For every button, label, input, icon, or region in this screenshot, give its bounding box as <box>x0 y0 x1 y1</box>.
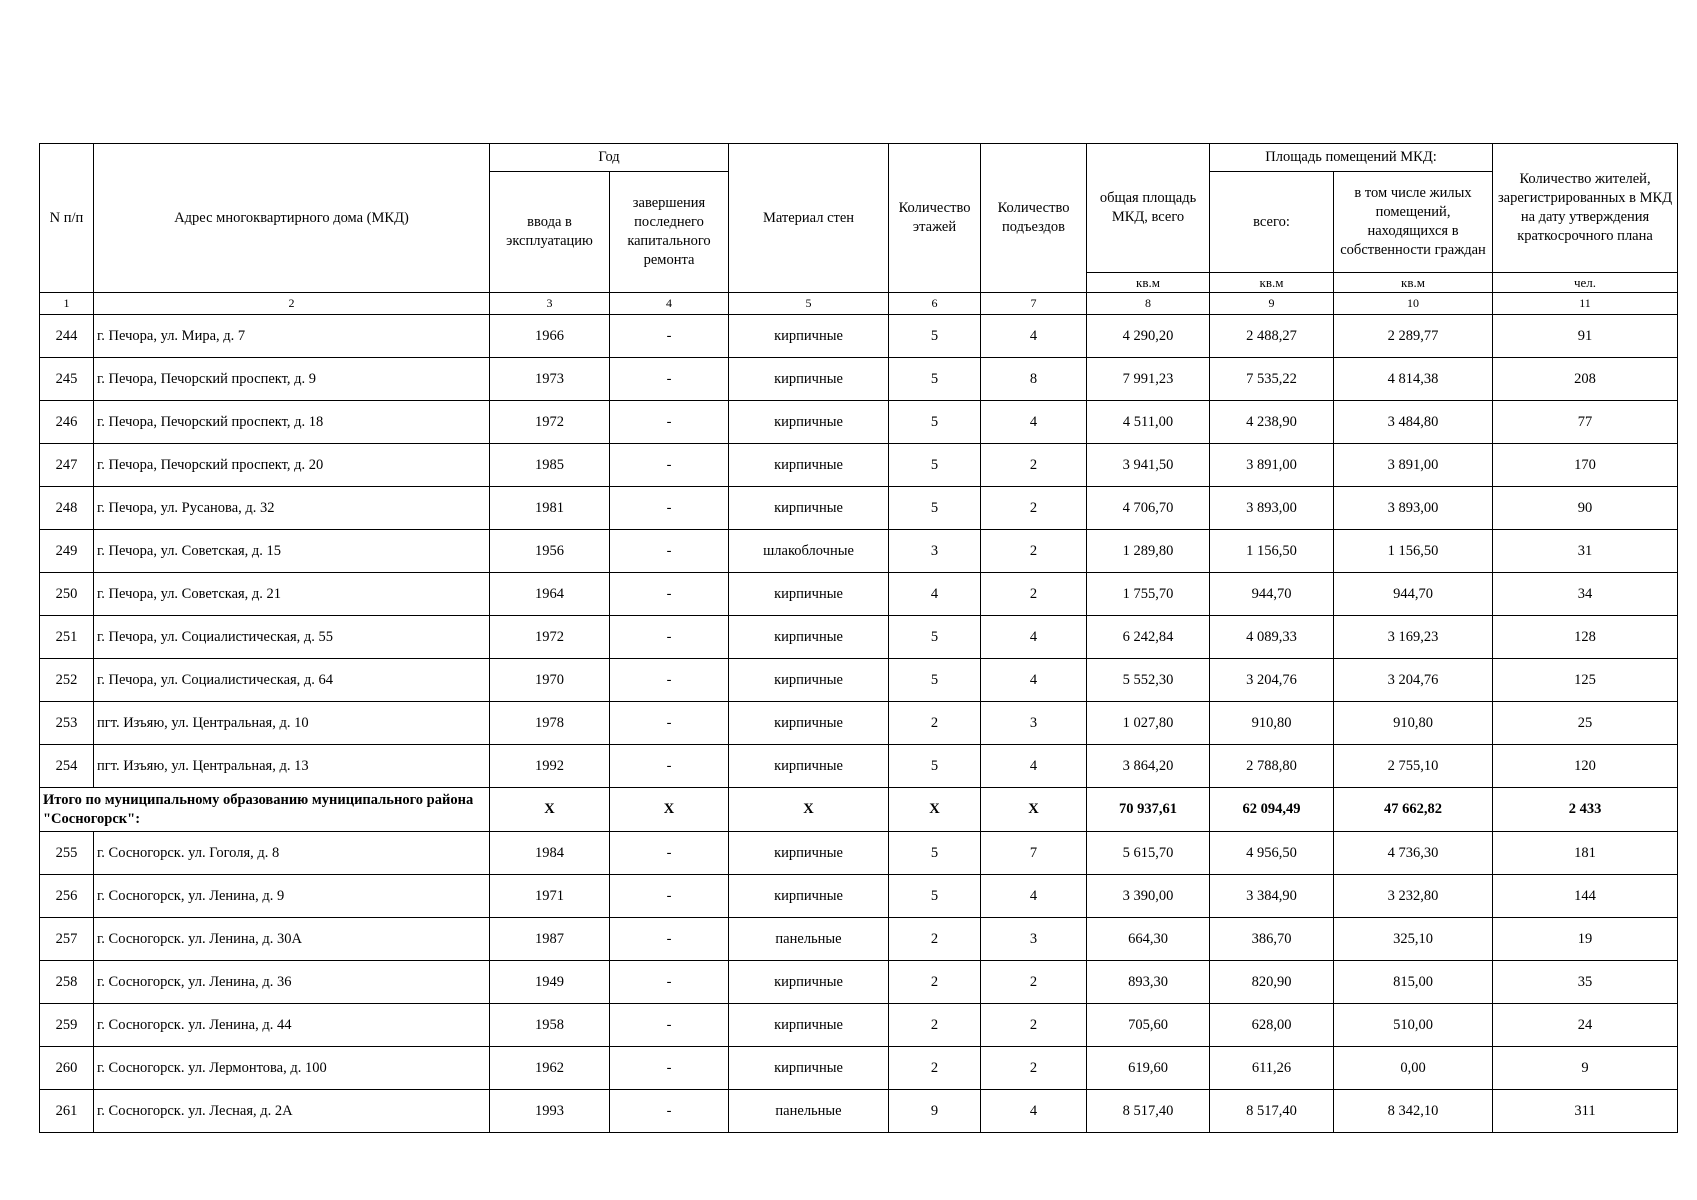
residents-count: 34 <box>1493 573 1678 616</box>
row-number: 244 <box>40 315 94 358</box>
header-residents: Количество жителей, зарегистрированных в МКД на дату утверждения краткосрочного плана <box>1493 144 1678 273</box>
commissioning-year: 1972 <box>490 401 610 444</box>
wall-material: кирпичные <box>729 444 889 487</box>
entrances-count: 4 <box>981 315 1087 358</box>
row-number: 245 <box>40 358 94 401</box>
total-area: 893,30 <box>1087 961 1210 1004</box>
floors-count: 5 <box>889 745 981 788</box>
building-address: г. Сосногорск. ул. Гоголя, д. 8 <box>94 832 490 875</box>
commissioning-year: 1958 <box>490 1004 610 1047</box>
building-address: г. Сосногорск, ул. Ленина, д. 36 <box>94 961 490 1004</box>
floors-count: 5 <box>889 832 981 875</box>
floors-count: 2 <box>889 1047 981 1090</box>
floors-count: 9 <box>889 1090 981 1133</box>
floors-count: 5 <box>889 358 981 401</box>
table-row <box>40 573 1678 616</box>
entrances-count: 2 <box>981 530 1087 573</box>
owned-area: 8 342,10 <box>1334 1090 1493 1133</box>
column-numbers-row <box>40 293 1678 315</box>
building-address: г. Печора, Печорский проспект, д. 9 <box>94 358 490 401</box>
table-row <box>40 315 1678 358</box>
wall-material: кирпичные <box>729 315 889 358</box>
owned-area: 3 484,80 <box>1334 401 1493 444</box>
wall-material: панельные <box>729 918 889 961</box>
table-row <box>40 401 1678 444</box>
floors-count: 5 <box>889 401 981 444</box>
floors-count: 5 <box>889 444 981 487</box>
total-area: 1 027,80 <box>1087 702 1210 745</box>
residents-count: 170 <box>1493 444 1678 487</box>
column-number: 8 <box>1087 293 1210 315</box>
floors-count: 5 <box>889 616 981 659</box>
premises-area: 944,70 <box>1210 573 1334 616</box>
total-area: 6 242,84 <box>1087 616 1210 659</box>
owned-area: 2 289,77 <box>1334 315 1493 358</box>
table-row <box>40 659 1678 702</box>
owned-area: 3 891,00 <box>1334 444 1493 487</box>
residents-count: 9 <box>1493 1047 1678 1090</box>
owned-area: 0,00 <box>1334 1047 1493 1090</box>
floors-count: 5 <box>889 875 981 918</box>
entrances-count: 2 <box>981 1047 1087 1090</box>
column-number: 2 <box>94 293 490 315</box>
owned-area: 815,00 <box>1334 961 1493 1004</box>
commissioning-year: 1992 <box>490 745 610 788</box>
last-repair-year: - <box>610 358 729 401</box>
unit-residents: чел. <box>1493 273 1678 293</box>
column-number: 9 <box>1210 293 1334 315</box>
last-repair-year: - <box>610 832 729 875</box>
last-repair-year: - <box>610 1090 729 1133</box>
floors-count: 3 <box>889 530 981 573</box>
wall-material: кирпичные <box>729 659 889 702</box>
row-number: 255 <box>40 832 94 875</box>
owned-area: 325,10 <box>1334 918 1493 961</box>
total-residents: 2 433 <box>1493 788 1678 832</box>
total-floors: X <box>889 788 981 832</box>
total-total-area: 70 937,61 <box>1087 788 1210 832</box>
row-number: 247 <box>40 444 94 487</box>
last-repair-year: - <box>610 659 729 702</box>
table-row <box>40 745 1678 788</box>
premises-area: 3 893,00 <box>1210 487 1334 530</box>
row-number: 258 <box>40 961 94 1004</box>
wall-material: панельные <box>729 1090 889 1133</box>
premises-area: 2 488,27 <box>1210 315 1334 358</box>
header-address: Адрес многоквартирного дома (МКД) <box>94 144 490 293</box>
residents-count: 208 <box>1493 358 1678 401</box>
total-area: 1 755,70 <box>1087 573 1210 616</box>
premises-area: 8 517,40 <box>1210 1090 1334 1133</box>
row-number: 260 <box>40 1047 94 1090</box>
owned-area: 4 736,30 <box>1334 832 1493 875</box>
entrances-count: 2 <box>981 444 1087 487</box>
entrances-count: 8 <box>981 358 1087 401</box>
header-total-area: общая площадь МКД, всего <box>1087 144 1210 273</box>
residents-count: 35 <box>1493 961 1678 1004</box>
entrances-count: 4 <box>981 401 1087 444</box>
wall-material: кирпичные <box>729 573 889 616</box>
residents-count: 144 <box>1493 875 1678 918</box>
total-owned: 47 662,82 <box>1334 788 1493 832</box>
building-address: г. Сосногорск. ул. Лесная, д. 2А <box>94 1090 490 1133</box>
residents-count: 128 <box>1493 616 1678 659</box>
total-premises: 62 094,49 <box>1210 788 1334 832</box>
table-row <box>40 1090 1678 1133</box>
table-row <box>40 358 1678 401</box>
commissioning-year: 1993 <box>490 1090 610 1133</box>
commissioning-year: 1971 <box>490 875 610 918</box>
residents-count: 120 <box>1493 745 1678 788</box>
commissioning-year: 1978 <box>490 702 610 745</box>
total-area: 3 864,20 <box>1087 745 1210 788</box>
building-address: пгт. Изъяю, ул. Центральная, д. 10 <box>94 702 490 745</box>
wall-material: кирпичные <box>729 702 889 745</box>
total-area: 619,60 <box>1087 1047 1210 1090</box>
residents-count: 25 <box>1493 702 1678 745</box>
last-repair-year: - <box>610 573 729 616</box>
unit-premises-owned: кв.м <box>1334 273 1493 293</box>
residents-count: 77 <box>1493 401 1678 444</box>
premises-area: 7 535,22 <box>1210 358 1334 401</box>
premises-area: 910,80 <box>1210 702 1334 745</box>
building-address: г. Печора, ул. Мира, д. 7 <box>94 315 490 358</box>
floors-count: 5 <box>889 487 981 530</box>
wall-material: кирпичные <box>729 616 889 659</box>
last-repair-year: - <box>610 1047 729 1090</box>
table-row <box>40 530 1678 573</box>
commissioning-year: 1981 <box>490 487 610 530</box>
building-address: г. Печора, ул. Русанова, д. 32 <box>94 487 490 530</box>
floors-count: 5 <box>889 315 981 358</box>
row-number: 253 <box>40 702 94 745</box>
row-number: 256 <box>40 875 94 918</box>
table-row <box>40 1004 1678 1047</box>
building-address: г. Сосногорск. ул. Ленина, д. 30А <box>94 918 490 961</box>
column-number: 7 <box>981 293 1087 315</box>
residents-count: 311 <box>1493 1090 1678 1133</box>
total-area: 4 706,70 <box>1087 487 1210 530</box>
building-address: г. Сосногорск, ул. Ленина, д. 9 <box>94 875 490 918</box>
building-address: пгт. Изъяю, ул. Центральная, д. 13 <box>94 745 490 788</box>
header-premises-group: Площадь помещений МКД: <box>1210 144 1493 172</box>
total-row <box>40 788 1678 832</box>
commissioning-year: 1972 <box>490 616 610 659</box>
entrances-count: 4 <box>981 1090 1087 1133</box>
premises-area: 3 384,90 <box>1210 875 1334 918</box>
wall-material: кирпичные <box>729 1047 889 1090</box>
total-area: 7 991,23 <box>1087 358 1210 401</box>
commissioning-year: 1985 <box>490 444 610 487</box>
total-label: Итого по муниципальному образованию муниципального района "Сосногорск": <box>40 788 490 832</box>
entrances-count: 3 <box>981 702 1087 745</box>
total-material: X <box>729 788 889 832</box>
total-area: 664,30 <box>1087 918 1210 961</box>
premises-area: 4 089,33 <box>1210 616 1334 659</box>
wall-material: кирпичные <box>729 875 889 918</box>
unit-premises-all: кв.м <box>1210 273 1334 293</box>
floors-count: 2 <box>889 1004 981 1047</box>
total-entrances: X <box>981 788 1087 832</box>
row-number: 250 <box>40 573 94 616</box>
building-address: г. Сосногорск. ул. Лермонтова, д. 100 <box>94 1047 490 1090</box>
total-repair: X <box>610 788 729 832</box>
column-number: 5 <box>729 293 889 315</box>
last-repair-year: - <box>610 1004 729 1047</box>
commissioning-year: 1964 <box>490 573 610 616</box>
last-repair-year: - <box>610 401 729 444</box>
owned-area: 510,00 <box>1334 1004 1493 1047</box>
entrances-count: 7 <box>981 832 1087 875</box>
floors-count: 2 <box>889 961 981 1004</box>
total-area: 5 552,30 <box>1087 659 1210 702</box>
table-row <box>40 444 1678 487</box>
building-address: г. Печора, Печорский проспект, д. 20 <box>94 444 490 487</box>
owned-area: 3 893,00 <box>1334 487 1493 530</box>
entrances-count: 2 <box>981 961 1087 1004</box>
row-number: 254 <box>40 745 94 788</box>
entrances-count: 3 <box>981 918 1087 961</box>
last-repair-year: - <box>610 616 729 659</box>
commissioning-year: 1973 <box>490 358 610 401</box>
owned-area: 3 169,23 <box>1334 616 1493 659</box>
floors-count: 2 <box>889 702 981 745</box>
total-area: 1 289,80 <box>1087 530 1210 573</box>
building-address: г. Печора, ул. Советская, д. 21 <box>94 573 490 616</box>
table-row <box>40 832 1678 875</box>
table-row <box>40 875 1678 918</box>
commissioning-year: 1987 <box>490 918 610 961</box>
table-row <box>40 616 1678 659</box>
header-premises-all: всего: <box>1210 172 1334 273</box>
housing-register-sheet <box>39 143 1678 1133</box>
column-number: 4 <box>610 293 729 315</box>
wall-material: кирпичные <box>729 1004 889 1047</box>
residents-count: 19 <box>1493 918 1678 961</box>
table-row <box>40 918 1678 961</box>
column-number: 6 <box>889 293 981 315</box>
row-number: 261 <box>40 1090 94 1133</box>
last-repair-year: - <box>610 875 729 918</box>
table-row <box>40 961 1678 1004</box>
total-area: 705,60 <box>1087 1004 1210 1047</box>
table-row <box>40 1047 1678 1090</box>
wall-material: кирпичные <box>729 832 889 875</box>
last-repair-year: - <box>610 487 729 530</box>
last-repair-year: - <box>610 918 729 961</box>
premises-area: 2 788,80 <box>1210 745 1334 788</box>
header-year-group: Год <box>490 144 729 172</box>
header-num: N п/п <box>40 144 94 293</box>
header-year-last-repair: завершения последнего капитального ремонта <box>610 172 729 293</box>
wall-material: кирпичные <box>729 358 889 401</box>
premises-area: 386,70 <box>1210 918 1334 961</box>
commissioning-year: 1970 <box>490 659 610 702</box>
owned-area: 944,70 <box>1334 573 1493 616</box>
wall-material: шлакоблочные <box>729 530 889 573</box>
commissioning-year: 1966 <box>490 315 610 358</box>
last-repair-year: - <box>610 444 729 487</box>
entrances-count: 2 <box>981 1004 1087 1047</box>
owned-area: 910,80 <box>1334 702 1493 745</box>
commissioning-year: 1984 <box>490 832 610 875</box>
entrances-count: 4 <box>981 745 1087 788</box>
wall-material: кирпичные <box>729 961 889 1004</box>
last-repair-year: - <box>610 315 729 358</box>
premises-area: 611,26 <box>1210 1047 1334 1090</box>
table-row <box>40 487 1678 530</box>
header-premises-owned: в том числе жилых помещений, находящихся в собственности граждан <box>1334 172 1493 273</box>
row-number: 259 <box>40 1004 94 1047</box>
floors-count: 5 <box>889 659 981 702</box>
column-number: 3 <box>490 293 610 315</box>
header-year-commissioning: ввода в эксплуатацию <box>490 172 610 293</box>
residents-count: 91 <box>1493 315 1678 358</box>
last-repair-year: - <box>610 745 729 788</box>
total-area: 3 941,50 <box>1087 444 1210 487</box>
apartment-buildings-table <box>39 143 1678 1133</box>
owned-area: 3 232,80 <box>1334 875 1493 918</box>
premises-area: 3 891,00 <box>1210 444 1334 487</box>
entrances-count: 2 <box>981 573 1087 616</box>
header-wall-material: Материал стен <box>729 144 889 293</box>
owned-area: 1 156,50 <box>1334 530 1493 573</box>
wall-material: кирпичные <box>729 401 889 444</box>
row-number: 249 <box>40 530 94 573</box>
entrances-count: 4 <box>981 875 1087 918</box>
building-address: г. Сосногорск. ул. Ленина, д. 44 <box>94 1004 490 1047</box>
floors-count: 2 <box>889 918 981 961</box>
total-year: X <box>490 788 610 832</box>
header-floors: Количество этажей <box>889 144 981 293</box>
entrances-count: 2 <box>981 487 1087 530</box>
column-number: 10 <box>1334 293 1493 315</box>
wall-material: кирпичные <box>729 745 889 788</box>
premises-area: 1 156,50 <box>1210 530 1334 573</box>
last-repair-year: - <box>610 961 729 1004</box>
wall-material: кирпичные <box>729 487 889 530</box>
premises-area: 3 204,76 <box>1210 659 1334 702</box>
total-area: 4 511,00 <box>1087 401 1210 444</box>
commissioning-year: 1962 <box>490 1047 610 1090</box>
total-area: 4 290,20 <box>1087 315 1210 358</box>
unit-total-area: кв.м <box>1087 273 1210 293</box>
row-number: 246 <box>40 401 94 444</box>
building-address: г. Печора, Печорский проспект, д. 18 <box>94 401 490 444</box>
row-number: 248 <box>40 487 94 530</box>
header-entrances: Количество подъездов <box>981 144 1087 293</box>
column-number: 1 <box>40 293 94 315</box>
table-row <box>40 702 1678 745</box>
column-number: 11 <box>1493 293 1678 315</box>
premises-area: 628,00 <box>1210 1004 1334 1047</box>
total-area: 5 615,70 <box>1087 832 1210 875</box>
row-number: 251 <box>40 616 94 659</box>
total-area: 8 517,40 <box>1087 1090 1210 1133</box>
commissioning-year: 1956 <box>490 530 610 573</box>
building-address: г. Печора, ул. Советская, д. 15 <box>94 530 490 573</box>
building-address: г. Печора, ул. Социалистическая, д. 55 <box>94 616 490 659</box>
entrances-count: 4 <box>981 659 1087 702</box>
last-repair-year: - <box>610 530 729 573</box>
entrances-count: 4 <box>981 616 1087 659</box>
header-row-top <box>40 144 1678 172</box>
residents-count: 90 <box>1493 487 1678 530</box>
premises-area: 4 956,50 <box>1210 832 1334 875</box>
residents-count: 24 <box>1493 1004 1678 1047</box>
commissioning-year: 1949 <box>490 961 610 1004</box>
total-area: 3 390,00 <box>1087 875 1210 918</box>
row-number: 252 <box>40 659 94 702</box>
owned-area: 4 814,38 <box>1334 358 1493 401</box>
owned-area: 3 204,76 <box>1334 659 1493 702</box>
residents-count: 31 <box>1493 530 1678 573</box>
premises-area: 820,90 <box>1210 961 1334 1004</box>
residents-count: 181 <box>1493 832 1678 875</box>
owned-area: 2 755,10 <box>1334 745 1493 788</box>
row-number: 257 <box>40 918 94 961</box>
building-address: г. Печора, ул. Социалистическая, д. 64 <box>94 659 490 702</box>
residents-count: 125 <box>1493 659 1678 702</box>
premises-area: 4 238,90 <box>1210 401 1334 444</box>
last-repair-year: - <box>610 702 729 745</box>
floors-count: 4 <box>889 573 981 616</box>
